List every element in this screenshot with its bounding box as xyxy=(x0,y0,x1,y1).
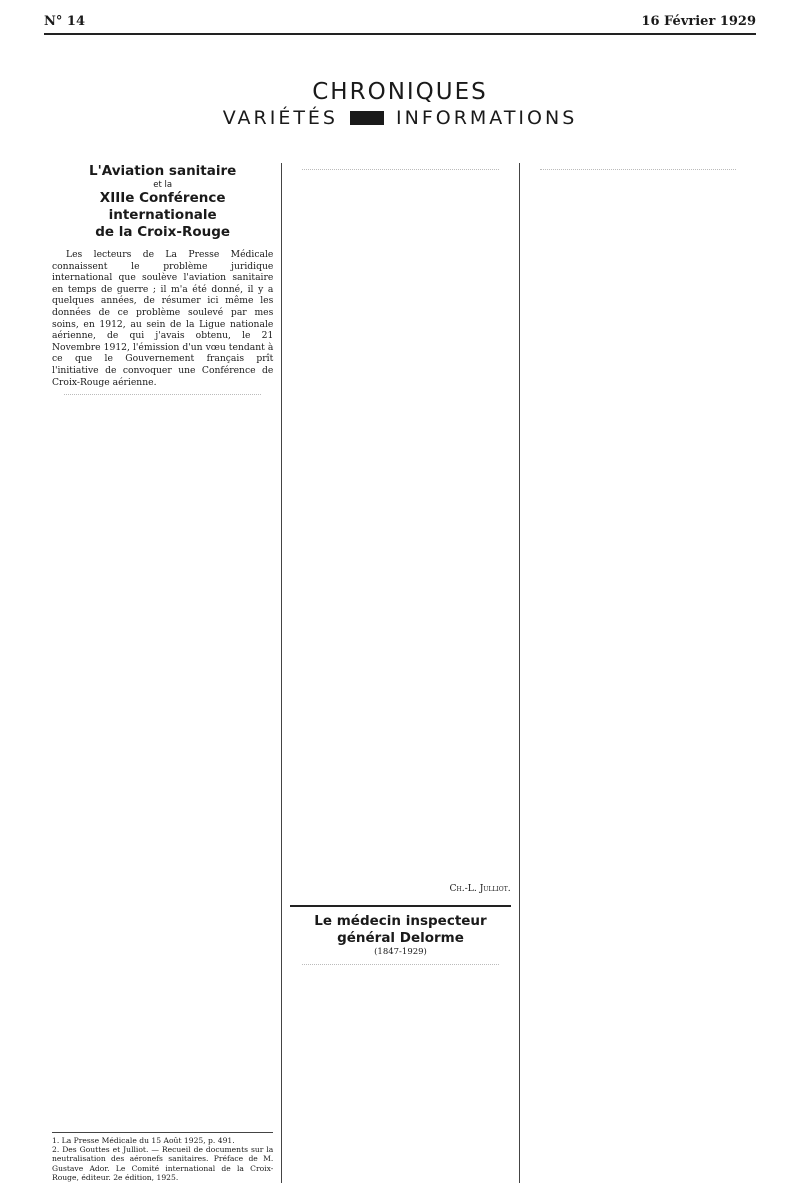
issue-date: 16 Février 1929 xyxy=(641,14,756,29)
article-columns xyxy=(44,163,756,1183)
masthead-title: CHRONIQUES xyxy=(312,79,488,105)
section-masthead xyxy=(44,79,756,129)
column-3 xyxy=(519,163,756,1183)
footnotes xyxy=(52,1132,273,1183)
author-signature: Ch.-L. Julliot. xyxy=(449,883,511,895)
article-paragraph: Les lecteurs de La Presse Médicale connaissent le problème juridique international que soulève l'aviation sanitaire en temps de guerre ; il m'a été donné, il y a quelques années, de résumer ici même les données de ce problème soulevé par mes soins, en 1912, au sein de la Ligue nationale aérienne, de qui j'avais obtenu, le 21 Novembre 1912, l'émission d'un vœu tendant à ce que le Gouvernement français prît l'initiative de convoquer une Conférence de Croix-Rouge aérienne. xyxy=(52,249,274,388)
section-divider xyxy=(290,905,510,907)
omitted-text xyxy=(540,169,736,1040)
obituary-headline: Le médecin inspecteur général Delorme xyxy=(314,912,487,946)
running-head xyxy=(44,14,756,35)
column-1 xyxy=(44,163,281,1183)
footnote: 2. Des Gouttes et Julliot. — Recueil de documents sur la neutralisation des aéronefs sanitaires. Préface de M. Gustave Ador. Le Comité international de la Croix-Rouge, éditeur. 2e édition, 1925. xyxy=(52,1144,274,1183)
masthead-subtitle xyxy=(44,107,756,129)
omitted-text xyxy=(302,169,498,877)
obituary-dates: (1847-1929) xyxy=(374,946,427,957)
headline-line-1: L'Aviation sanitaire xyxy=(89,163,237,179)
headline-line-3: XIIIe Conférence internationale xyxy=(99,190,226,223)
headline-line-4: de la Croix-Rouge xyxy=(95,224,231,240)
omitted-text xyxy=(64,394,261,1125)
omitted-text xyxy=(302,964,498,1069)
headline-small: et la xyxy=(153,180,173,190)
article-headline xyxy=(52,163,273,241)
masthead-right-word: INFORMATIONS xyxy=(396,107,578,129)
footnote: 1. La Presse Médicale du 15 Août 1925, p. 491. xyxy=(52,1135,235,1145)
decorative-ornament-icon xyxy=(350,111,384,125)
column-2 xyxy=(281,163,518,1183)
issue-number: N° 14 xyxy=(44,14,85,29)
masthead-left-word: VARIÉTÉS xyxy=(222,107,338,129)
